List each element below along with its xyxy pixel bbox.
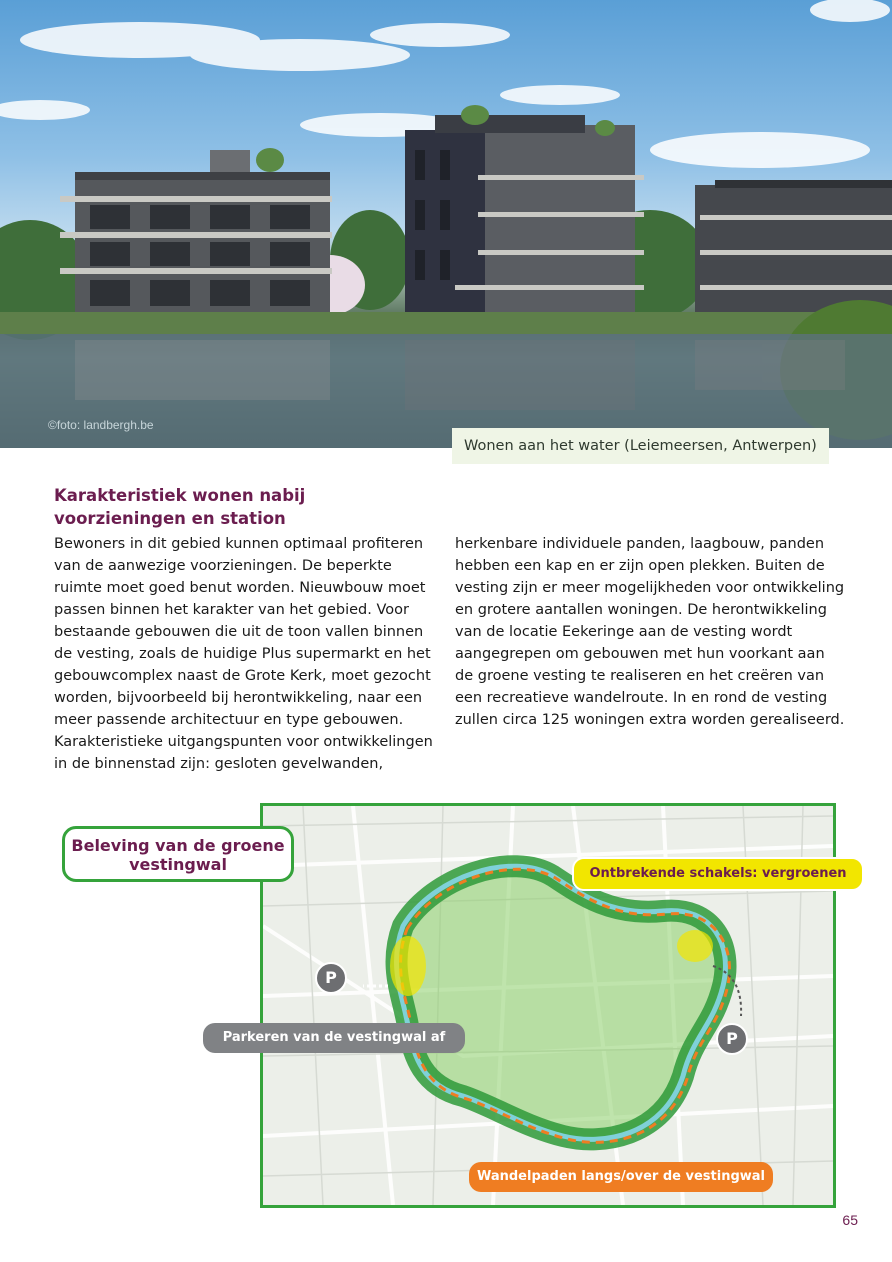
body-text-left-column: Bewoners in dit gebied kunnen optimaal profiteren van de aanwezige voorzieningen. De beperkte ruimte moet goed benut worden. Nieuwbouw moet passen binnen het karakter van het gebied. Voor bestaande gebouwen die uit de toon vallen binnen de vesting, zoals de huidige Plus supermarkt en het gebouwcomplex naast de Grote Kerk, moet gezocht worden, bijvoorbeeld bij herontwikkeling, naar een meer passende architectuur en type gebouwen. Karakteristieke uitgangspunten voor ontwikkelingen in de binnenstad zijn: gesloten gevelwanden, xyxy=(54,536,433,772)
map-title-box: Beleving van de groene vestingwal xyxy=(62,826,294,882)
parking-label: Parkeren van de vestingwal af xyxy=(203,1023,465,1053)
missing-link-east xyxy=(677,930,713,962)
page-number: 65 xyxy=(842,1212,858,1228)
hero-illustration xyxy=(0,0,892,448)
parking-icon-west: P xyxy=(315,962,347,994)
photo-caption: Wonen aan het water (Leiemeersen, Antwerpen) xyxy=(452,428,829,464)
walking-paths-label: Wandelpaden langs/over de vestingwal xyxy=(469,1162,773,1192)
section-heading: Karakteristiek wonen nabij voorzieningen en station xyxy=(54,486,306,528)
body-text-right-column: herkenbare individuele panden, laagbouw, panden hebben een kap en er zijn open plekken. Buiten de vesting zijn er meer mogelijkheden voor ontwikkeling en grotere aantallen woningen. De herontwikkeling van de locatie Eekeringe aan de vesting wordt aangegrepen om gebouwen met hun voorkant aan de groene vesting te realiseren en het creëren van een recreatieve wandelroute. In en rond de vesting zullen circa 125 woningen extra worden gerealiseerd. xyxy=(455,536,845,728)
hero-photo xyxy=(0,0,892,448)
photo-credit: ©foto: landbergh.be xyxy=(48,418,154,432)
missing-links-label: Ontbrekende schakels: vergroenen xyxy=(572,857,864,891)
parking-icon-east: P xyxy=(716,1023,748,1055)
missing-link-west xyxy=(390,936,426,996)
